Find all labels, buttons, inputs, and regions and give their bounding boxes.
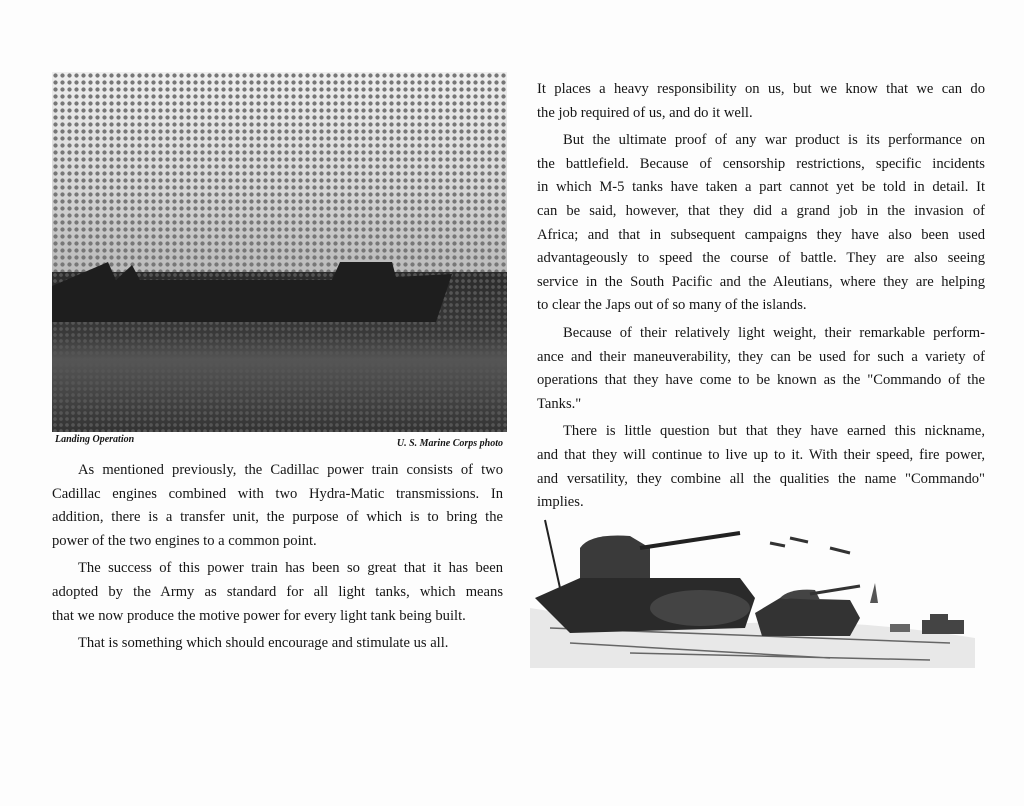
text-line: that we now produce the motive power for every light tank being built. [52, 607, 466, 624]
photo-landing-craft [52, 262, 452, 322]
photo-credit: U. S. Marine Corps photo [396, 438, 503, 449]
text-line: operations that they have come to be known as the "Commando of the [537, 372, 985, 389]
text-line: As mentioned previously, the Cadillac power train consists of two [78, 462, 503, 478]
paragraph [537, 322, 985, 416]
photo-caption: Landing Operation [55, 434, 135, 445]
landing-operation-photo [52, 72, 507, 432]
text-line: power of the two engines to a common point. [52, 532, 317, 549]
text-line: ance and their maneuverability, they can be used for such a variety of [537, 348, 985, 365]
text-line: The success of this power train has been so great that it has been [78, 560, 503, 577]
text-line: advantageously to speed the course of battle. They are also seeing [537, 250, 985, 267]
text-line: It places a heavy responsibility on us, but we know that we can do [537, 81, 985, 97]
text-line: That is something which should encourage and stimulate us all. [78, 635, 449, 652]
paragraph [52, 632, 503, 656]
text-line: implies. [537, 494, 584, 511]
text-line: addition, there is a transfer unit, the purpose of which is to bring the [52, 509, 503, 526]
text-line: Africa; and that in subsequent campaigns they have also been used [537, 226, 985, 243]
text-line: the job required of us, and do it well. [537, 104, 753, 121]
tanks-illustration [530, 508, 975, 668]
paragraph [52, 557, 503, 628]
paragraph [537, 420, 985, 514]
paragraph [537, 78, 985, 125]
text-line: service in the South Pacific and the Aleutians, where they are helping [537, 273, 985, 290]
large-tank [535, 520, 755, 633]
text-line: Cadillac engines combined with two Hydra-Matic transmissions. In [52, 485, 503, 502]
text-line: There is little question but that they have earned this nickname, [563, 423, 985, 440]
text-line: adopted by the Army as standard for all light tanks, which means [52, 583, 503, 600]
right-column-text [537, 78, 985, 519]
paragraph [52, 459, 503, 553]
text-line: and versatility, they combine all the qualities the name "Commando" [537, 470, 985, 487]
middle-tank [755, 586, 860, 636]
text-line: in which M-5 tanks have taken a part cannot yet be told in detail. It [537, 179, 985, 196]
text-line: the battlefield. Because of censorship restrictions, specific incidents [537, 155, 985, 172]
text-line: and that they will continue to live up to it. With their speed, fire power, [537, 446, 985, 463]
text-line: Because of their relatively light weight, their remarkable perform- [563, 324, 985, 341]
paragraph [537, 129, 985, 318]
text-line: Tanks." [537, 395, 582, 412]
text-line: But the ultimate proof of any war product is its performance on [563, 132, 985, 149]
left-column-text [52, 459, 503, 660]
text-line: can be said, however, that they did a grand job in the invasion of [537, 202, 985, 219]
text-line: to clear the Japs out of so many of the islands. [537, 297, 807, 314]
